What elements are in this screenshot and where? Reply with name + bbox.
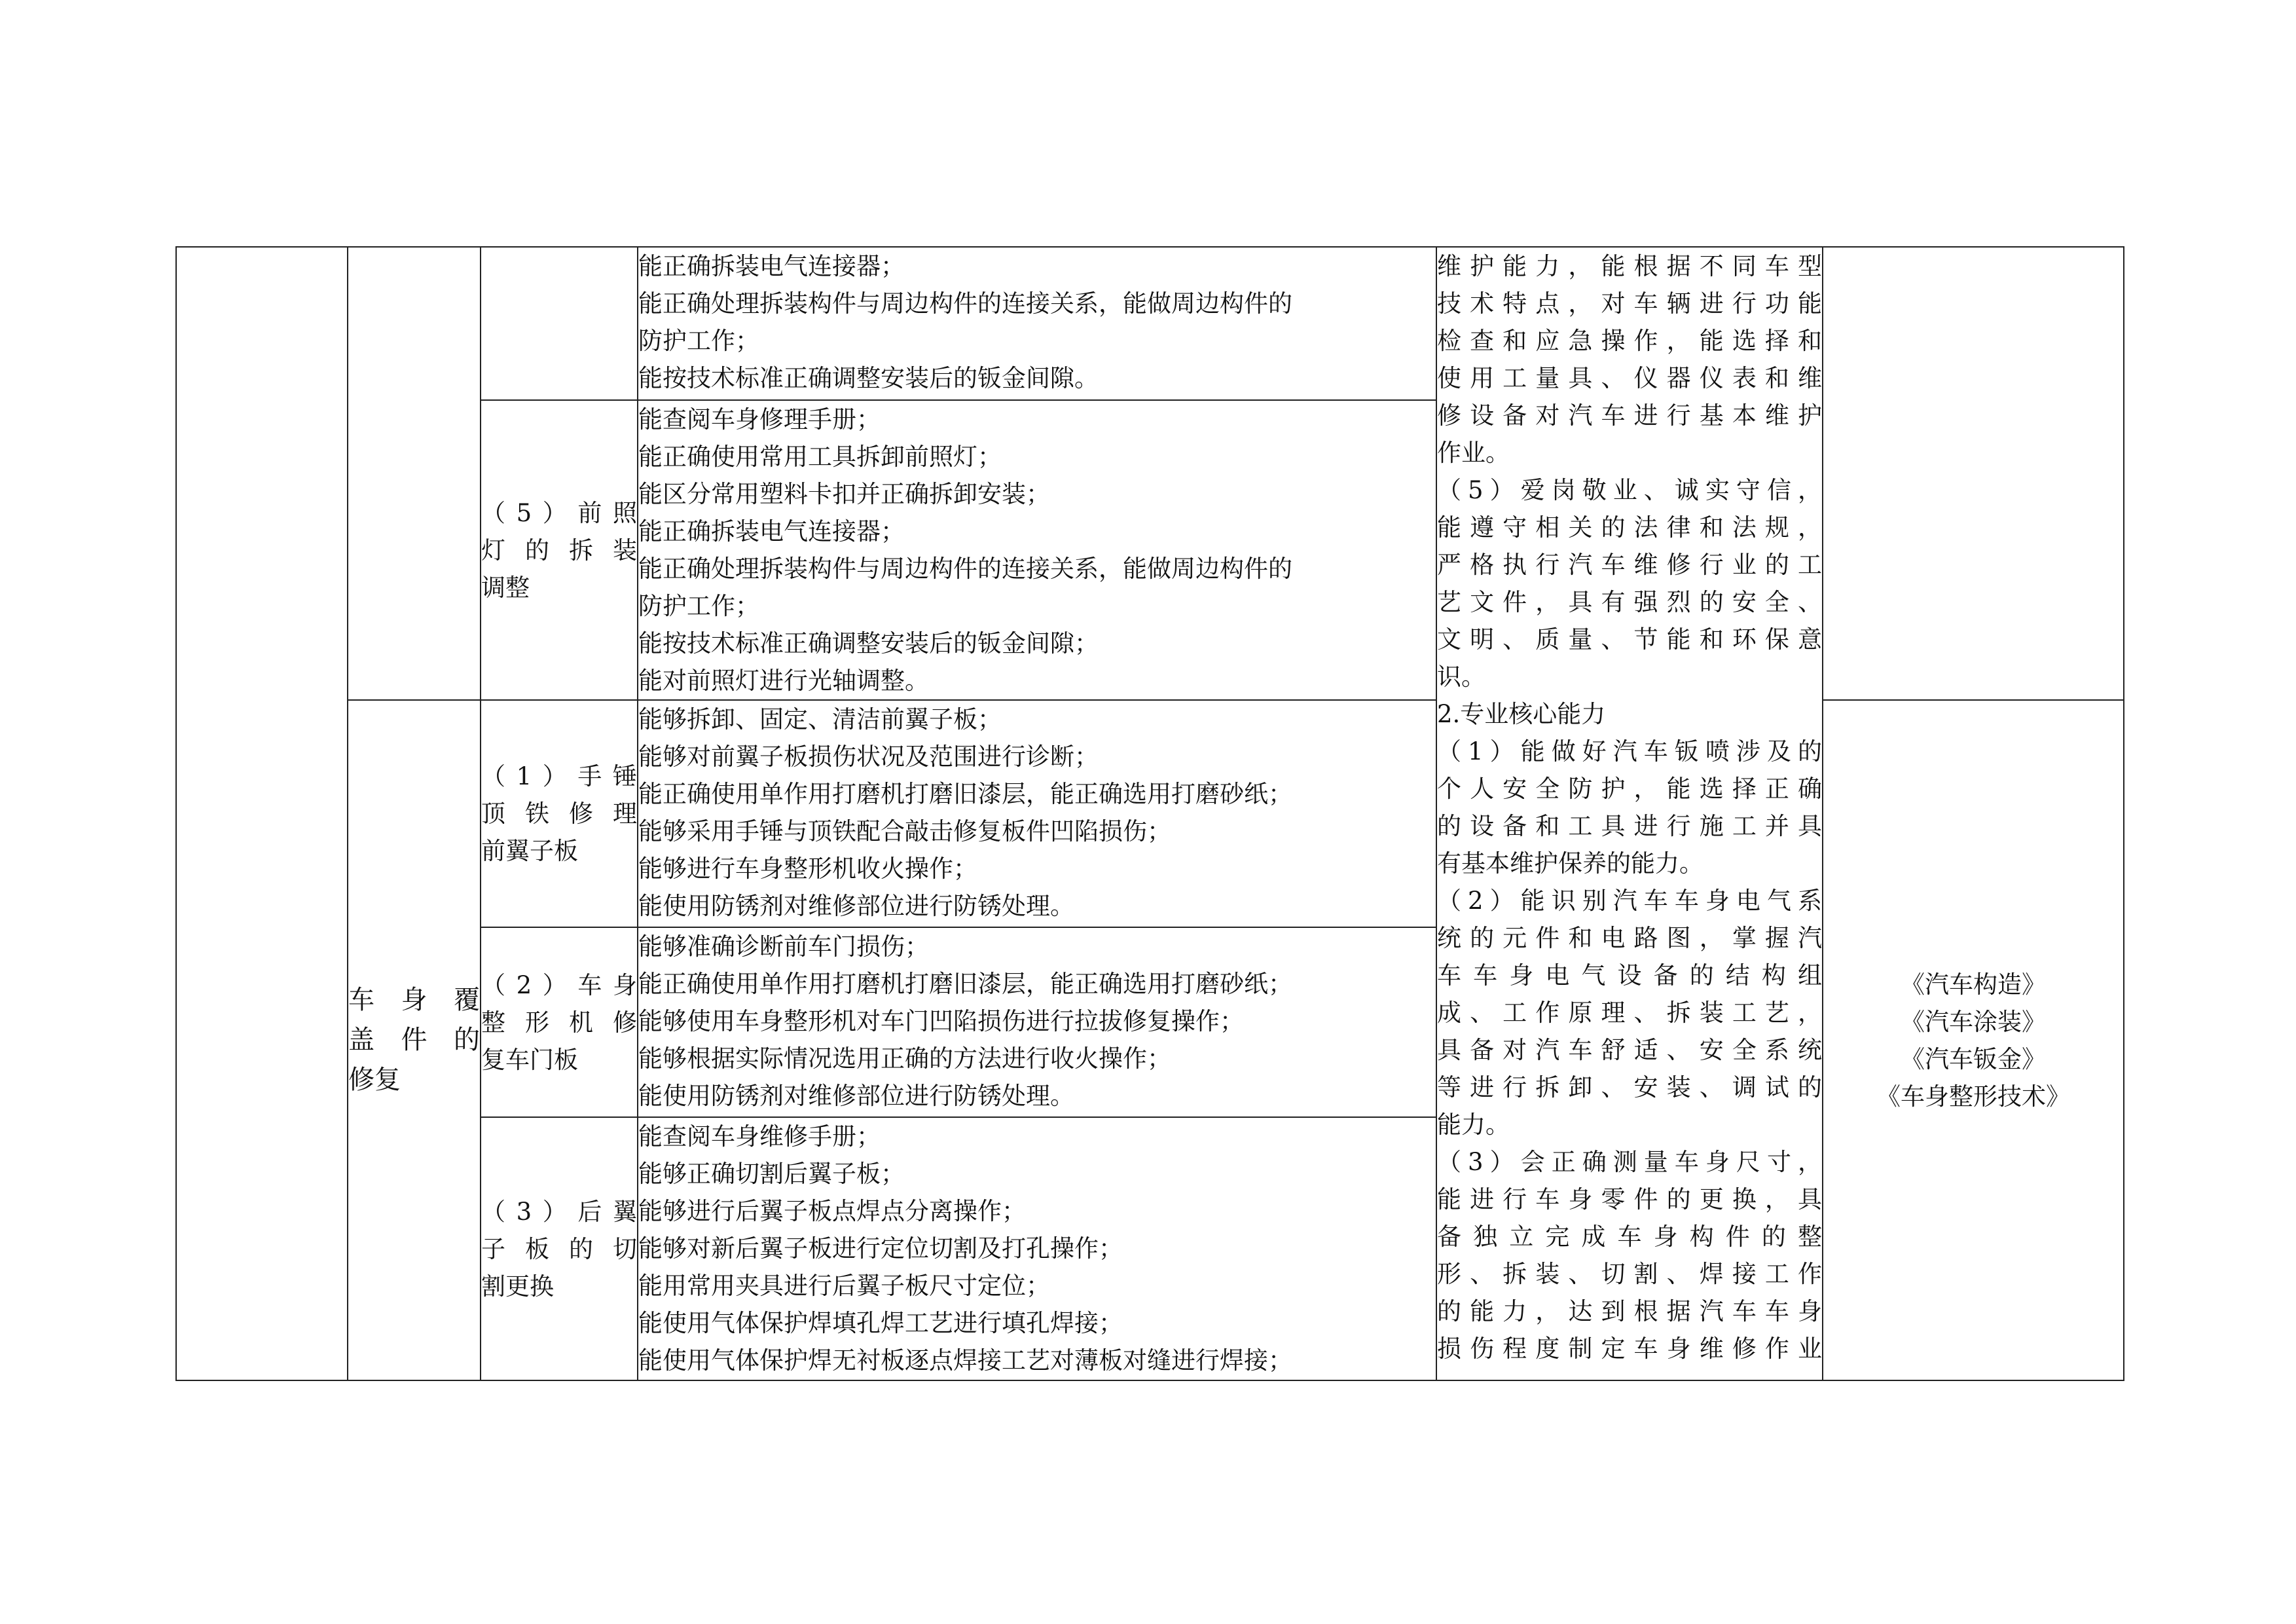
task-name-line: 整形机修 (481, 1008, 637, 1037)
requirement-line: 能使用气体保护焊无衬板逐点焊接工艺对薄板对缝进行焊接； (638, 1346, 1292, 1375)
requirement-line: 能使用防锈剂对维修部位进行防锈处理。 (638, 892, 1074, 920)
requirement-line: 能够使用车身整形机对车门凹陷损伤进行拉拔修复操作； (638, 1007, 1244, 1035)
requirement-line: 能够准确诊断前车门损伤； (638, 932, 929, 961)
requirement-line: 能够对新后翼子板进行定位切割及打孔操作； (638, 1234, 1123, 1263)
ability-line: 检查和应急操作，能选择和 (1437, 327, 1822, 355)
requirement-line: 能查阅车身维修手册； (638, 1122, 881, 1151)
requirements-cell (638, 700, 1436, 927)
table-row (176, 247, 2124, 400)
task-name-line: 割更换 (481, 1272, 554, 1301)
reference-book: 《汽车涂装》 (1901, 1007, 2046, 1036)
ability-line: 等进行拆卸、安装、调试的 (1437, 1073, 1822, 1101)
requirement-line: 能正确处理拆装构件与周边构件的连接关系，能做周边构件的 (638, 555, 1292, 583)
requirement-line: 能正确使用常用工具拆卸前照灯； (638, 443, 1002, 471)
ability-line: 备独立完成车身构件的整 (1437, 1223, 1822, 1251)
requirement-line: 能使用气体保护焊填孔焊工艺进行填孔焊接； (638, 1309, 1123, 1337)
requirement-line: 能使用防锈剂对维修部位进行防锈处理。 (638, 1082, 1074, 1110)
requirement-line: 能够采用手锤与顶铁配合敲击修复板件凹陷损伤； (638, 817, 1171, 845)
requirement-line: 能区分常用塑料卡扣并正确拆卸安装； (638, 480, 1050, 508)
reference-books-cell-prev (1823, 247, 2124, 700)
module-cell-prev (348, 247, 481, 700)
curriculum-table (175, 246, 2124, 1381)
task-name-line: （5）前照 (481, 498, 637, 527)
reference-books-cell (1823, 700, 2124, 1380)
task-name-line: （3）后翼 (481, 1197, 637, 1226)
ability-line: 艺文件，具有强烈的安全、 (1437, 588, 1822, 616)
requirement-line: 能正确使用单作用打磨机打磨旧漆层，能正确选用打磨砂纸； (638, 970, 1292, 998)
requirements-cell (638, 927, 1436, 1117)
requirement-line: 能对前照灯进行光轴调整。 (638, 667, 929, 695)
requirement-line: 能用常用夹具进行后翼子板尺寸定位； (638, 1272, 1050, 1300)
requirement-line: 能够对前翼子板损伤状况及范围进行诊断； (638, 743, 1099, 771)
requirement-line: 能够拆卸、固定、清洁前翼子板； (638, 705, 1002, 733)
requirement-line: 能按技术标准正确调整安装后的钣金间隙。 (638, 364, 1099, 392)
ability-line: 成、工作原理、拆装工艺， (1437, 999, 1822, 1027)
task-name-line: 复车门板 (481, 1045, 578, 1074)
requirement-line: 能够根据实际情况选用正确的方法进行收火操作； (638, 1044, 1171, 1073)
ability-line: 车车身电气设备的结构组 (1437, 961, 1822, 989)
ability-line: 能进行车身零件的更换，具 (1437, 1185, 1822, 1213)
ability-line: （1）能做好汽车钣喷涉及的 (1437, 737, 1822, 766)
task-name-cell (481, 927, 638, 1117)
ability-line: 个人安全防护，能选择正确 (1437, 775, 1822, 803)
table-row (176, 700, 2124, 927)
abilities-cell (1436, 247, 1823, 1380)
ability-line: 修设备对汽车进行基本维护 (1437, 401, 1822, 430)
ability-line: （2）能识别汽车车身电气系 (1437, 887, 1822, 915)
task-name-line: （1）手锤 (481, 762, 637, 790)
ability-line: 能遵守相关的法律和法规， (1437, 513, 1822, 542)
requirement-line: 能够正确切割后翼子板； (638, 1160, 905, 1188)
task-name-cell (481, 700, 638, 927)
ability-line: 严格执行汽车维修行业的工 (1437, 551, 1822, 579)
reference-book: 《汽车构造》 (1901, 970, 2046, 999)
task-name-line: 灯的拆装 (481, 536, 637, 564)
ability-line: （5）爱岗敬业、诚实守信， (1437, 476, 1822, 504)
task-cell (481, 247, 638, 400)
requirement-line: 能正确拆装电气连接器； (638, 252, 905, 280)
requirement-line: 能正确使用单作用打磨机打磨旧漆层，能正确选用打磨砂纸； (638, 780, 1292, 808)
requirement-line: 能正确拆装电气连接器； (638, 517, 905, 545)
ability-line: 作业。 (1437, 439, 1510, 467)
reference-book: 《车身整形技术》 (1876, 1082, 2070, 1111)
requirements-cell (638, 247, 1436, 400)
ability-line: 损伤程度制定车身维修作业 (1437, 1335, 1822, 1363)
task-name-line: （2）车身 (481, 970, 637, 999)
course-cell (176, 247, 348, 1380)
task-name-cell (481, 400, 638, 700)
task-name-cell (481, 1117, 638, 1380)
ability-line: 使用工量具、仪器仪表和维 (1437, 364, 1822, 392)
ability-line: 具备对汽车舒适、安全系统 (1437, 1036, 1822, 1064)
task-name-line: 子板的切 (481, 1234, 637, 1263)
task-name-line: 顶铁修理 (481, 800, 637, 828)
ability-line: 能力。 (1437, 1111, 1510, 1139)
ability-line: 统的元件和电路图，掌握汽 (1437, 924, 1822, 952)
module-name-line: 车 身 覆 (348, 985, 480, 1015)
requirements-cell (638, 1117, 1436, 1380)
ability-line: 形、拆装、切割、焊接工作 (1437, 1260, 1822, 1288)
ability-line: 有基本维护保养的能力。 (1437, 849, 1704, 877)
task-name-line: 调整 (481, 573, 530, 602)
module-name-line: 修复 (348, 1065, 401, 1095)
module-name-line: 盖 件 的 (348, 1025, 480, 1055)
requirement-line: 防护工作； (638, 327, 759, 355)
requirement-line: 能按技术标准正确调整安装后的钣金间隙； (638, 629, 1099, 657)
ability-line: 技术特点，对车辆进行功能 (1437, 289, 1822, 318)
reference-book: 《汽车钣金》 (1901, 1044, 2046, 1073)
requirement-line: 能够进行车身整形机收火操作； (638, 855, 977, 883)
requirements-cell (638, 400, 1436, 700)
requirement-line: 能正确处理拆装构件与周边构件的连接关系，能做周边构件的 (638, 289, 1292, 318)
module-name-cell (348, 700, 481, 1380)
requirement-line: 能够进行后翼子板点焊点分离操作； (638, 1197, 1026, 1225)
ability-line: 的设备和工具进行施工并具 (1437, 812, 1822, 840)
ability-line: 2.专业核心能力 (1437, 700, 1606, 728)
ability-line: 维护能力，能根据不同车型 (1437, 252, 1822, 280)
requirement-line: 防护工作； (638, 592, 759, 620)
task-name-line: 前翼子板 (481, 837, 578, 865)
ability-line: 识。 (1437, 663, 1485, 691)
ability-line: 文明、质量、节能和环保意 (1437, 625, 1822, 654)
ability-line: （3）会正确测量车身尺寸， (1437, 1148, 1822, 1176)
ability-line: 的能力，达到根据汽车车身 (1437, 1297, 1822, 1325)
requirement-line: 能查阅车身修理手册； (638, 405, 881, 434)
